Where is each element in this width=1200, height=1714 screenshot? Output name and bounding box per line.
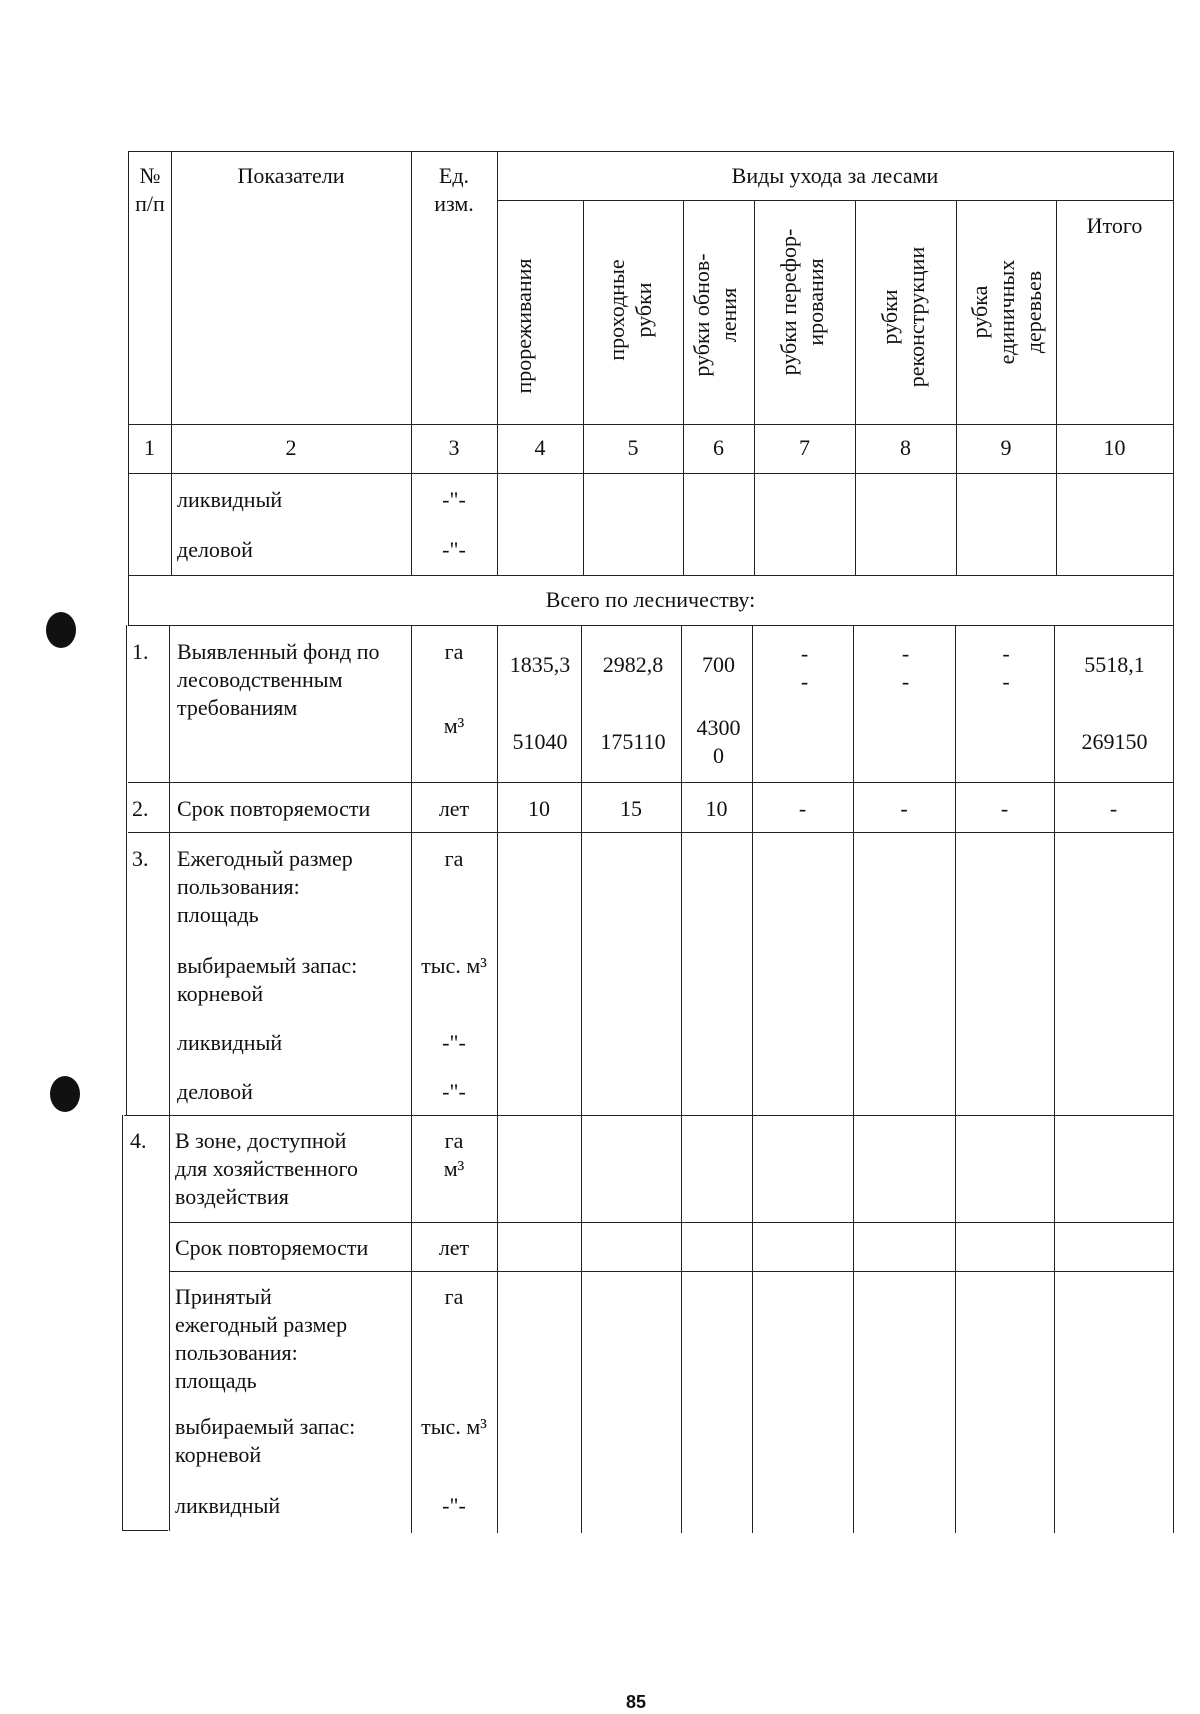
row1-m3-passage: 175110 (600, 729, 666, 754)
row1-m3-total: 269150 (1081, 729, 1148, 754)
row4-label-zone: В зоне, доступной для хозяйственного воздействия (175, 1128, 358, 1209)
header-col-reformation-cutting: рубки перефор- ирования (776, 228, 828, 376)
punch-hole-bottom (50, 1076, 80, 1112)
row4-unit-stock: тыс. м³ (421, 1414, 487, 1439)
table-rule (128, 473, 1173, 474)
row3-label-area: Ежегодный размер пользования: площадь (177, 846, 353, 927)
row4-label-stock: выбираемый запас: корневой (175, 1414, 356, 1467)
table-col-line (681, 625, 682, 1533)
table-col-line (683, 200, 684, 575)
col-number: 7 (799, 435, 810, 460)
row2-val-reformation: - (798, 796, 807, 821)
header-col-single-tree-cutting: рубка единичных деревьев (967, 259, 1046, 365)
row4-label-liquid: ликвидный (175, 1493, 281, 1518)
row2-unit: лет (438, 796, 470, 821)
col-number: 10 (1103, 435, 1126, 460)
table-rule (128, 832, 1173, 833)
row-label-business: деловой (177, 537, 253, 562)
row3-unit-area: га (444, 846, 464, 871)
row4-unit-liquid: -"- (442, 1493, 466, 1518)
table-col-line (754, 200, 755, 575)
row2-label: Срок повторяемости (177, 796, 371, 821)
row1-unit-ha: га (444, 639, 464, 664)
row3-label-business: деловой (177, 1079, 253, 1104)
page-number: 85 (625, 1692, 647, 1712)
row3-num: 3. (132, 846, 149, 871)
punch-hole-top (46, 612, 76, 648)
row1-num: 1. (132, 639, 149, 664)
row2-val-reconstruction: - (900, 796, 908, 821)
row2-num: 2. (132, 796, 149, 821)
header-num: № п/п (135, 163, 165, 216)
row4-num: 4. (130, 1128, 147, 1153)
table-col-line (169, 625, 170, 1531)
row4-unit-zone: га м³ (443, 1128, 465, 1181)
table-border-right (1173, 151, 1174, 1533)
col-number: 9 (1000, 435, 1012, 460)
table-rule (122, 1530, 168, 1531)
table-border-left (126, 625, 127, 1115)
row1-ha-passage: 2982,8 (602, 652, 664, 677)
table-col-line (497, 625, 498, 1533)
table-col-line (581, 625, 582, 1533)
col-number: 8 (900, 435, 911, 460)
row1-unit-m3: м³ (443, 713, 465, 738)
row3-label-liquid: ликвидный (177, 1030, 283, 1055)
header-indicators: Показатели (237, 163, 345, 188)
col-number: 6 (713, 435, 724, 460)
row2-val-thinning: 10 (528, 796, 550, 821)
table-rule (169, 1271, 1173, 1272)
row1-ha-renewal: 700 (702, 652, 735, 677)
row1-m3-renewal: 4300 0 (696, 715, 741, 768)
table-col-line (853, 625, 854, 1533)
row1-label: Выявленный фонд по лесоводственным требованиям (177, 639, 380, 720)
row-unit-business: -"- (442, 537, 466, 562)
row4-unit-period: лет (438, 1235, 470, 1260)
row4-unit-accepted: га (444, 1284, 464, 1309)
table-rule (497, 200, 1173, 201)
section-title: Всего по лесничеству: (545, 587, 756, 612)
row2-val-renewal: 10 (705, 796, 728, 821)
table-border-left (128, 151, 129, 625)
table-rule (128, 575, 1173, 576)
table-col-line (955, 625, 956, 1533)
table-col-line (497, 151, 498, 575)
row3-unit-liquid: -"- (442, 1030, 466, 1055)
row2-val-passage: 15 (620, 796, 642, 821)
row1-m3-thinning: 51040 (512, 729, 568, 754)
table-rule (128, 424, 1173, 425)
row1-ha-reconstruction: - - (901, 641, 910, 694)
header-care-types: Виды ухода за лесами (731, 163, 939, 188)
header-col-passage-cutting: проходные рубки (604, 259, 656, 361)
row-unit-liquid: -"- (442, 487, 466, 512)
row4-label-period: Срок повторяемости (175, 1235, 369, 1260)
header-col-reconstruction-cutting: рубки реконструкции (877, 246, 929, 388)
row-label-liquid: ликвидный (177, 487, 283, 512)
col-number: 4 (534, 435, 546, 460)
table-border-left (122, 1115, 123, 1531)
row1-ha-single-tree: - - (1002, 641, 1010, 694)
row1-ha-reformation: - - (800, 641, 809, 694)
col-number: 1 (144, 435, 155, 460)
table-rule (169, 1222, 1173, 1223)
header-col-thinning: прореживания (511, 258, 536, 394)
row2-val-total: - (1109, 796, 1118, 821)
table-col-line (956, 200, 957, 575)
row4-label-accepted: Принятый ежегодный размер пользования: площадь (175, 1284, 348, 1393)
row3-unit-business: -"- (442, 1079, 466, 1104)
row1-ha-thinning: 1835,3 (509, 652, 571, 677)
table-rule (128, 625, 1173, 626)
row2-val-single-tree: - (1000, 796, 1009, 821)
header-col-renewal-cutting: рубки обнов- ления (689, 253, 741, 377)
header-unit: Ед. изм. (434, 163, 474, 216)
col-number: 5 (627, 435, 639, 460)
table-border-top (128, 151, 1173, 152)
table-rule (124, 1115, 1173, 1116)
row1-ha-total: 5518,1 (1084, 652, 1145, 677)
header-total: Итого (1086, 213, 1143, 238)
table-rule (128, 782, 1173, 783)
table-col-line (583, 200, 584, 575)
table-col-line (855, 200, 856, 575)
col-number: 2 (285, 435, 297, 460)
col-number: 3 (448, 435, 460, 460)
table-col-line (1056, 200, 1057, 575)
row3-label-stock: выбираемый запас: корневой (177, 953, 358, 1006)
row3-unit-stock: тыс. м³ (421, 953, 487, 978)
table-col-line (1054, 625, 1055, 1533)
